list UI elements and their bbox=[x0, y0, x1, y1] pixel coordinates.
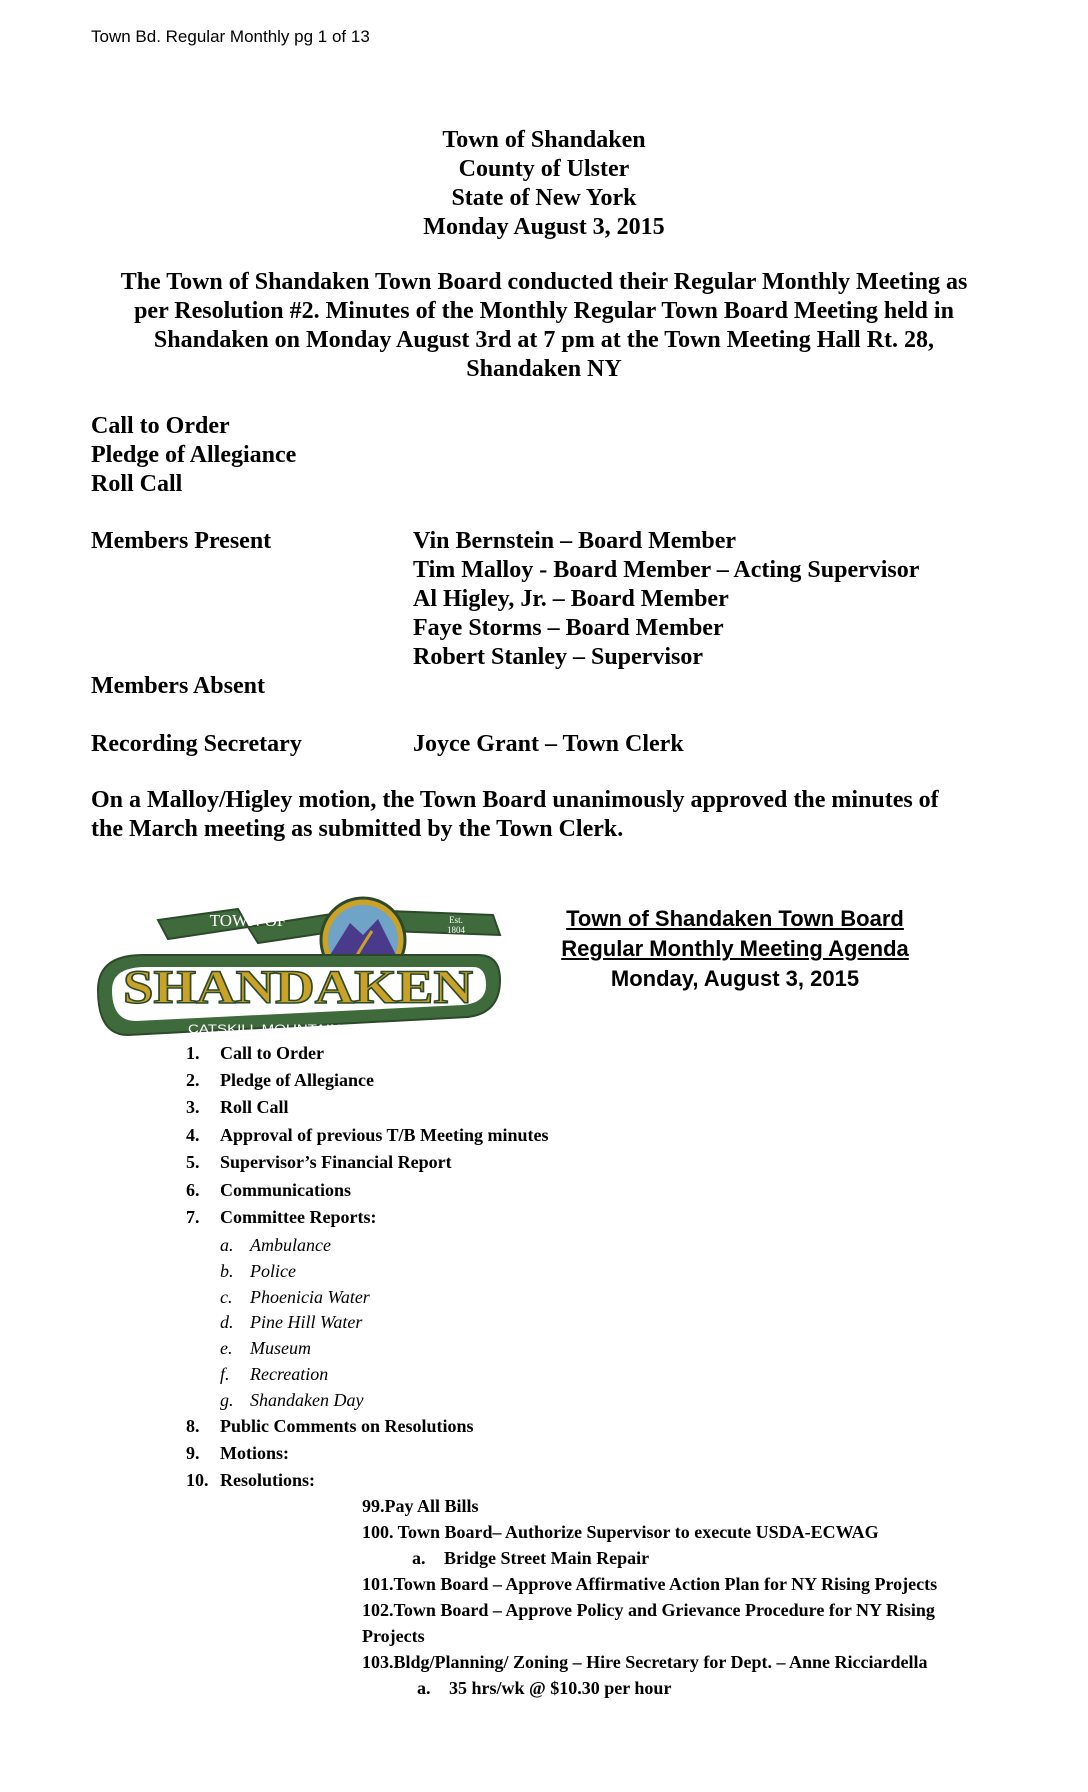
agenda-item: 7. Committee Reports: bbox=[186, 1207, 377, 1227]
opening-item: Pledge of Allegiance bbox=[91, 442, 297, 468]
resolution-item: 103.Bldg/Planning/ Zoning – Hire Secretary for Dept. – Anne Ricciardella bbox=[362, 1652, 928, 1672]
intro-line: The Town of Shandaken Town Board conducted their Regular Monthly Meeting as bbox=[120, 269, 968, 295]
members-present-label: Members Present bbox=[91, 528, 272, 554]
opening-item: Call to Order bbox=[91, 413, 230, 439]
recording-secretary-label: Recording Secretary bbox=[91, 731, 302, 757]
agenda-item: 10. Resolutions: bbox=[186, 1470, 316, 1490]
committee-report: b. Police bbox=[220, 1261, 296, 1281]
town-logo bbox=[88, 895, 508, 1045]
agenda-title bbox=[520, 904, 950, 994]
logo-top-text: TOWN OF bbox=[209, 911, 287, 930]
member-entry: Vin Bernstein – Board Member bbox=[413, 528, 737, 554]
agenda-item: 3. Roll Call bbox=[186, 1097, 289, 1117]
agenda-title-line: Town of Shandaken Town Board bbox=[566, 906, 904, 931]
resolution-item: 101.Town Board – Approve Affirmative Action Plan for NY Rising Projects bbox=[362, 1574, 938, 1594]
agenda-item: 8. Public Comments on Resolutions bbox=[186, 1416, 474, 1436]
intro-line: per Resolution #2. Minutes of the Monthly Regular Town Board Meeting held in bbox=[134, 298, 954, 324]
agenda-item: 4. Approval of previous T/B Meeting minutes bbox=[186, 1125, 549, 1145]
motion-line: the March meeting as submitted by the Town Clerk. bbox=[91, 816, 624, 842]
resolution-item: Projects bbox=[362, 1626, 425, 1646]
member-entry: Tim Malloy - Board Member – Acting Supervisor bbox=[413, 557, 920, 583]
running-header: Town Bd. Regular Monthly pg 1 of 13 bbox=[91, 27, 370, 46]
committee-report: f. Recreation bbox=[220, 1364, 329, 1384]
resolution-item: 99.Pay All Bills bbox=[362, 1496, 479, 1516]
heading-line: State of New York bbox=[451, 185, 637, 211]
intro-paragraph bbox=[96, 268, 992, 384]
committee-report: a. Ambulance bbox=[220, 1235, 331, 1255]
opening-items bbox=[91, 412, 296, 499]
agenda-item: 5. Supervisor’s Financial Report bbox=[186, 1152, 452, 1172]
resolution-item: 100. Town Board– Authorize Supervisor to execute USDA-ECWAG bbox=[362, 1522, 879, 1542]
member-entry: Robert Stanley – Supervisor bbox=[413, 644, 703, 670]
resolution-subitem: a. Bridge Street Main Repair bbox=[412, 1548, 650, 1568]
logo-est-text: Est. bbox=[449, 915, 463, 925]
heading-line: Monday August 3, 2015 bbox=[423, 214, 665, 240]
agenda-date: Monday, August 3, 2015 bbox=[610, 966, 860, 991]
recording-secretary-name: Joyce Grant – Town Clerk bbox=[413, 731, 684, 757]
members-absent-label: Members Absent bbox=[91, 673, 265, 699]
heading-line: Town of Shandaken bbox=[442, 127, 646, 153]
intro-line: Shandaken on Monday August 3rd at 7 pm at the Town Meeting Hall Rt. 28, bbox=[153, 327, 935, 353]
document-heading bbox=[0, 126, 1088, 242]
logo-main-text: SHANDAKEN bbox=[123, 961, 474, 1014]
heading-line: County of Ulster bbox=[458, 156, 630, 182]
member-entry: Al Higley, Jr. – Board Member bbox=[413, 586, 729, 612]
logo-bottom-text: CATSKILL MOUNTAINS•NEW YORK bbox=[188, 1022, 438, 1036]
resolution-subitem: a. 35 hrs/wk @ $10.30 per hour bbox=[417, 1678, 672, 1698]
motion-line: On a Malloy/Higley motion, the Town Board unanimously approved the minutes of bbox=[91, 787, 939, 813]
agenda-item: 1. Call to Order bbox=[186, 1043, 324, 1063]
committee-report: g. Shandaken Day bbox=[220, 1390, 364, 1410]
motion-paragraph bbox=[91, 786, 1011, 844]
member-entry: Faye Storms – Board Member bbox=[413, 615, 724, 641]
opening-item: Roll Call bbox=[91, 471, 183, 497]
committee-report: d. Pine Hill Water bbox=[220, 1312, 363, 1332]
intro-line: Shandaken NY bbox=[466, 356, 622, 382]
agenda-item: 2. Pledge of Allegiance bbox=[186, 1070, 374, 1090]
resolution-item: 102.Town Board – Approve Policy and Grievance Procedure for NY Rising bbox=[362, 1600, 935, 1620]
committee-report: c. Phoenicia Water bbox=[220, 1287, 370, 1307]
agenda-item: 6. Communications bbox=[186, 1180, 352, 1200]
committee-report: e. Museum bbox=[220, 1338, 311, 1358]
logo-year-text: 1804 bbox=[447, 925, 465, 935]
agenda-title-line: Regular Monthly Meeting Agenda bbox=[561, 936, 909, 961]
agenda-item: 9. Motions: bbox=[186, 1443, 289, 1463]
